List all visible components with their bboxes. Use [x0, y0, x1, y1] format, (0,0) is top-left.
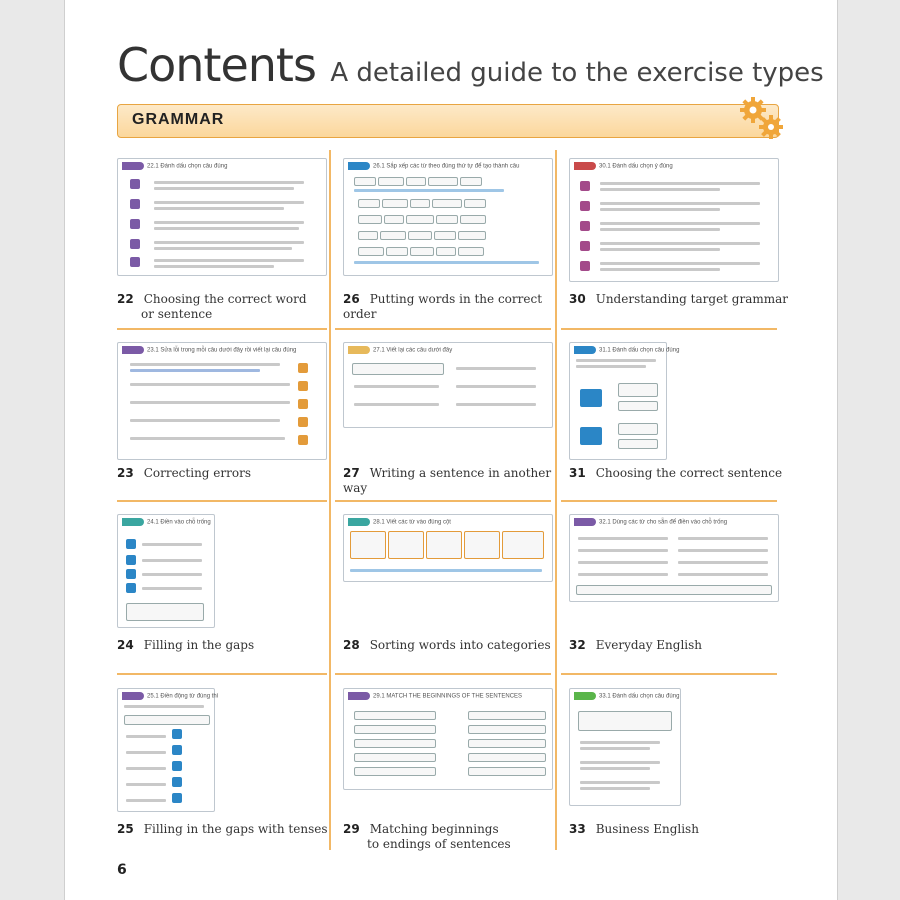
- book-page: [64, 0, 838, 900]
- section-banner: [117, 104, 779, 138]
- row-divider: [561, 328, 777, 330]
- page-heading: [117, 38, 824, 92]
- entry-caption: 23 Correcting errors: [117, 466, 251, 480]
- row-divider: [117, 500, 327, 502]
- exercise-thumbnail: 27.1 Viết lại các câu dưới đây: [343, 342, 553, 428]
- entry-caption: 24 Filling in the gaps: [117, 638, 255, 652]
- entry-caption: 29 Matching beginnings to endings of sentences: [343, 822, 511, 851]
- exercise-thumbnail: 28.1 Viết các từ vào đúng cột: [343, 514, 553, 582]
- entry-caption: 28 Sorting words into categories: [343, 638, 551, 652]
- page-title: Contents: [117, 38, 316, 92]
- row-divider: [335, 673, 551, 675]
- entry-caption: 27 Writing a sentence in another way: [343, 466, 552, 495]
- entry-caption: 30 Understanding target grammar: [569, 292, 789, 306]
- exercise-thumbnail: 24.1 Điền vào chỗ trống: [117, 514, 215, 628]
- row-divider: [335, 500, 551, 502]
- row-divider: [117, 328, 327, 330]
- gears-icon: [735, 94, 785, 142]
- exercise-thumbnail: 30.1 Đánh dấu chọn ý đúng: [569, 158, 779, 282]
- exercise-thumbnail: 32.1 Dùng các từ cho sẵn để điền vào chỗ trống: [569, 514, 779, 602]
- exercise-thumbnail: 22.1 Đánh dấu chọn câu đúng: [117, 158, 327, 276]
- entry-caption: 26 Putting words in the correct order: [343, 292, 543, 321]
- exercise-thumbnail: 33.1 Đánh dấu chọn câu đúng: [569, 688, 681, 806]
- entry-caption: 32 Everyday English: [569, 638, 703, 652]
- row-divider: [561, 500, 777, 502]
- exercise-thumbnail: 25.1 Điền động từ đúng thì: [117, 688, 215, 812]
- entry-caption: 33 Business English: [569, 822, 699, 836]
- section-label: GRAMMAR: [132, 111, 225, 128]
- entry-caption: 25 Filling in the gaps with tenses: [117, 822, 328, 836]
- column-divider: [555, 150, 557, 850]
- page-subtitle: A detailed guide to the exercise types: [330, 58, 824, 88]
- entry-caption: 22 Choosing the correct word or sentence: [117, 292, 307, 321]
- column-divider: [329, 150, 331, 850]
- entry-caption: 31 Choosing the correct sentence: [569, 466, 783, 480]
- exercise-thumbnail: 23.1 Sửa lỗi trong mỗi câu dưới đây rồi viết lại câu đúng: [117, 342, 327, 460]
- page-number: 6: [117, 862, 127, 878]
- exercise-thumbnail: 31.1 Đánh dấu chọn câu đúng: [569, 342, 667, 460]
- row-divider: [335, 328, 551, 330]
- row-divider: [561, 673, 777, 675]
- exercise-thumbnail: 29.1 MATCH THE BEGINNINGS OF THE SENTENCES: [343, 688, 553, 790]
- exercise-thumbnail: 26.1 Sắp xếp các từ theo đúng thứ tự để tạo thành câu: [343, 158, 553, 276]
- row-divider: [117, 673, 327, 675]
